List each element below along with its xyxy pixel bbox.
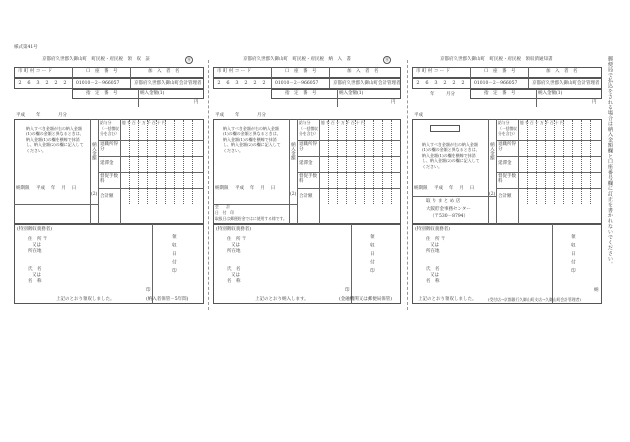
slip3-address: 住 所 〒 [426,237,446,242]
slip2-city-digit: 2 [244,80,248,86]
slip1-title: 京都府久世郡久御山町 町民税・府民税 領 収 証 [42,57,150,62]
slip2-title: 京都府久世郡久御山町 町民税・府民税 納 入 書 [243,57,351,62]
cut-line [407,60,408,310]
slip2-year: 年 [235,113,240,118]
slip3-instruction: 納入すべき金額が右の納入金額(1)の欄の金額と異なるときは、納入金額(1)の欄を横線で抹消し、納入金額(2)の欄に記入してください。 [422,142,480,169]
slip3-designation: 指 定 番 号 [484,91,516,96]
slip2-amount1-label: 納入金額(1) [339,91,364,96]
slip3-deadline: 納期限 [414,186,428,191]
slip1-city-digit: 2 [18,80,22,86]
slip1-amount1-label: 納入金額(1) [140,91,165,96]
slip2-address: 住 所 〒 [227,237,247,242]
slip3-year: 年 [430,92,435,97]
slip1-tokubetsu: 督促手数料 [100,174,118,185]
side-note: 郵便局で払込をされる場合は納入金額欄と口座番号欄に訂正を書かれないでください。 [607,56,614,267]
slip1-city-digit: 3 [36,80,40,86]
slip3-deadline-val: 平成 年 月 日 [434,186,475,191]
slip3-month-share: 月分 [446,92,455,97]
slip1-or: 又は [32,243,41,248]
slip3-entai: 延滞金 [498,161,512,166]
slip2-kyuyo: 給与分 [299,120,311,125]
slip3-name: 氏 名 [426,267,440,272]
slip1-heisei: 平成 [16,113,25,118]
slip2-two: (2) [290,192,297,197]
slip2-city-digit: 2 [253,80,257,86]
slip2-name: 氏 名 [227,267,241,272]
slip3-kyuyo2: （一括徴収分を含む） [498,126,517,136]
slip1-city-digit: 2 [54,80,58,86]
slip1-city-digit: 2 [45,80,49,86]
slip1-seal-circle: ㊞ [185,56,193,64]
slip3-obligor: (特別徴収義務者) [415,227,451,232]
slip1-seal: 印 [146,288,151,293]
slip2-location: 所在地 [227,249,241,254]
slip3-meisho: 名 称 [426,279,440,284]
slip1-city-digit: 6 [27,80,31,86]
slip2-footer-note: (金融機関又は郵便局保管) [339,297,393,302]
slip3-bank-name: 大阪貯金事務センター [426,207,471,212]
slip2-city-digit: 2 [217,80,221,86]
slip2-receipt-note: 取扱日は郵便貯金ではに使用する様です。 [215,216,287,221]
slip3-kyuyo: 給与分 [498,120,510,125]
slip2-meisho: 名 称 [227,279,241,284]
slip2-yen: 円 [391,100,396,105]
slip3-heisei: 平成 [414,113,423,118]
slip3-footer: 上記のとおり領収しました。 [418,297,477,302]
slip2-col-payee: 加 入 者 名 [347,69,379,74]
slip2-designation: 指 定 番 号 [285,91,317,96]
slip3-col-payee: 加 入 者 名 [546,69,578,74]
slip2-seal: 印 [345,288,350,293]
slip1-meisho: 名 称 [28,279,42,284]
slip1-obligor: (特別徴収義務者) [17,227,53,232]
slip1-footer-note: (納入者保管－5年間) [146,297,189,302]
slip3-nyukin-v: 納入金額 [489,142,495,160]
slip3-city-digit: 6 [425,80,429,86]
slip2-instruction: 納入すべき金額が右の納入金額(1)の欄の金額と異なるときは、納入金額(1)の欄を横線で抹消し、納入金額(2)の欄に記入してください。 [223,126,281,153]
slip2-heisei: 平成 [215,113,224,118]
slip1-nyukin-v: 納入金額 [91,142,97,160]
slip1-deadline: 納期限 [16,186,30,191]
slip-notice [412,54,602,304]
cut-line [208,60,209,310]
slip2-receipt-date: 日 付 印 [215,210,234,215]
slip3-or: 又は [430,243,439,248]
slip2-seal-circle: ㊞ [383,56,391,64]
slip3-city-digit: 2 [416,80,420,86]
slip2-taishoku: 退職所得分 [299,142,317,153]
slip2-city-digit: 3 [235,80,239,86]
slip1-account-number: 01010－2－966057 [76,81,120,86]
slip1-city-digit: 2 [63,80,67,86]
slip3-footer-note: (受付店→京都銀行久御山町支店→久御山町会計管理者) [488,297,581,302]
slip1-instruction: 納入すべき金額が右の納入金額(1)の欄の金額と異なるときは、納入金額(1)の欄を横線で抹消し、納入金額(2)の欄に記入してください。 [26,126,84,153]
slip3-col-account: 口 座 番 号 [484,69,516,74]
slip2-digits-header: 億 千 百 十 万 千 百 十 円 [321,120,365,125]
slip-receipt [14,54,204,304]
slip3-account-number: 01010－2－966057 [474,81,518,86]
slip3-payee-name: 京都府久世郡久御山町会計管理者 [532,81,600,86]
form-number: 様式第41号 [14,45,38,50]
slip1-or2: 又は [32,273,41,278]
slip1-name: 氏 名 [28,267,42,272]
slip3-col-city: 市 町 村 コ ー ド [416,69,451,74]
slip3-yen: 円 [592,100,597,105]
slip2-city-digit: 2 [262,80,266,86]
slip3-amount1-label: 納入金額(1) [538,91,563,96]
slip2-obligor: (特別徴収義務者) [216,227,252,232]
slip3-receipt-stamp: 領収日付印 [570,234,576,277]
slip1-month-share: 月分 [58,113,67,118]
slip1-digits-header: 億 千 百 十 万 千 百 十 円 [122,120,166,125]
slip3-city-digit: 3 [434,80,438,86]
slip1-deadline-val: 平成 年 月 日 [36,186,77,191]
slip2-receipt-stamp: 領収日付印 [369,234,375,277]
slip2-col-city: 市 町 村 コ ー ド [217,69,252,74]
slip2-deadline-val: 平成 年 月 日 [235,186,276,191]
slip3-or2: 又は [430,273,439,278]
slip2-tokubetsu: 督促手数料 [299,174,317,185]
slip2-receipt-year: 会 計 [215,204,231,209]
slip3-bank: 取 り ま と め 店 [426,199,461,204]
slip2-entai: 延滞金 [299,161,313,166]
slip2-month-share: 月分 [257,113,266,118]
slip3-two: (2) [489,192,496,197]
slip2-deadline: 納期限 [215,186,229,191]
slip2-city-digit: 6 [226,80,230,86]
slip2-payee-name: 京都府久世郡久御山町会計管理者 [333,81,401,86]
slip1-designation: 指 定 番 号 [86,91,118,96]
slip2-or: 又は [231,243,240,248]
slip2-account-number: 01010－2－966057 [275,81,319,86]
slip1-footer: 上記のとおり領収しました。 [56,297,115,302]
slip1-location: 所在地 [28,249,42,254]
slip3-city-digit: 2 [452,80,456,86]
slip2-kyuyo2: （一括徴収分を含む） [299,126,318,136]
slip3-tokubetsu: 督促手数料 [498,174,516,185]
slip1-kyuyo: 給与分 [100,120,112,125]
slip1-year: 年 [36,113,41,118]
slip3-bank-code: （〒530－8794） [430,214,469,219]
slip1-address: 住 所 〒 [28,237,48,242]
slip1-col-payee: 加 入 者 名 [148,69,180,74]
slip1-kyuyo2: （一括徴収分を含む） [100,126,119,136]
slip3-city-digit: 2 [443,80,447,86]
slip1-receipt-stamp: 領収日付印 [171,234,177,277]
slip2-or2: 又は [231,273,240,278]
slip3-taishoku: 退職所得分 [498,142,516,153]
slip3-location: 所在地 [426,249,440,254]
slip2-footer: 上記のとおり納入します。 [255,297,309,302]
slip3-digits-header: 億 千 百 十 万 千 百 十 円 [520,120,564,125]
slip1-two: (2) [91,192,98,197]
slip2-total: 合計額 [299,194,313,199]
slip1-payee-name: 京都府久世郡久御山町会計管理者 [134,81,202,86]
slip2-col-account: 口 座 番 号 [285,69,317,74]
slip1-col-account: 口 座 番 号 [86,69,118,74]
slip1-col-city: 市 町 村 コ ー ド [18,69,53,74]
slip3-seal-label: 納 [594,288,599,293]
slip2-nyukin-v: 納入金額 [290,142,296,160]
slip-payment [213,54,401,304]
slip1-taishoku: 退職所得分 [100,142,118,153]
slip1-total: 合計額 [100,194,114,199]
slip1-yen: 円 [194,100,199,105]
slip3-total: 合計額 [498,194,512,199]
slip3-title: 京都府久世郡久御山町 町民税・府民税 領収済通知書 [440,57,553,62]
slip3-city-digit: 2 [461,80,465,86]
slip1-entai: 延滞金 [100,161,114,166]
